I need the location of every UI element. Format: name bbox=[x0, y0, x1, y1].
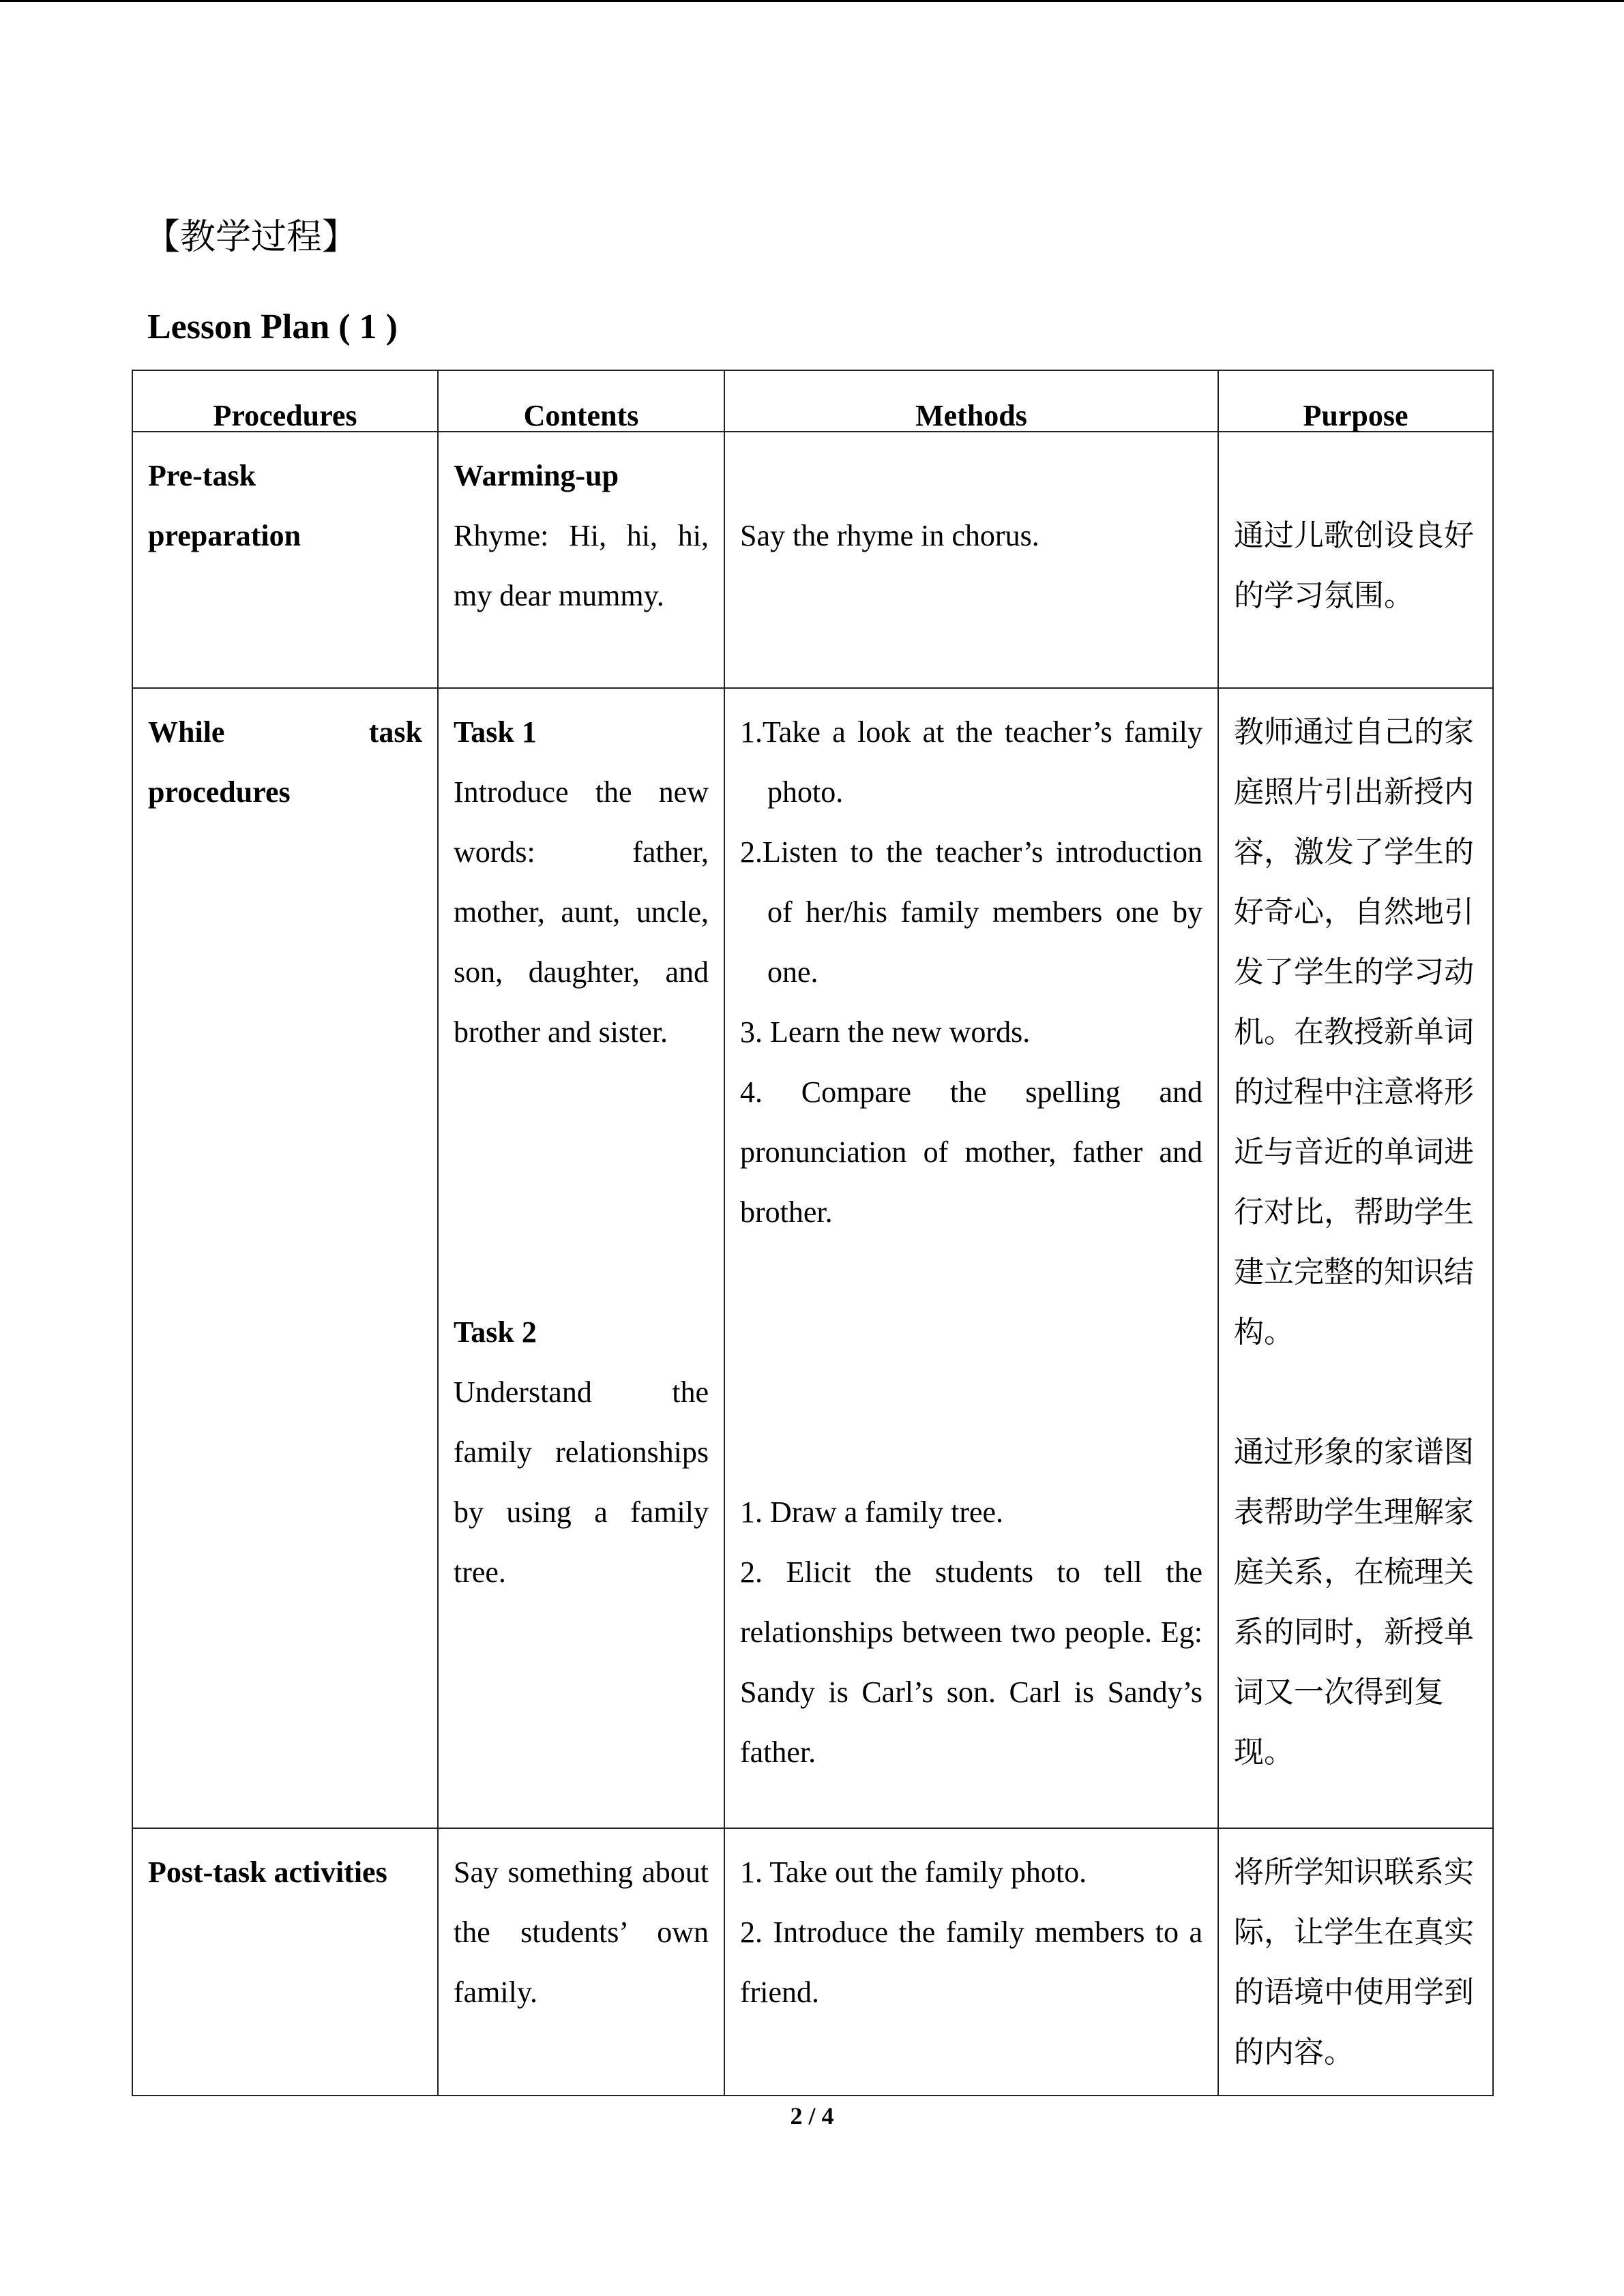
content-text: Say something about the students’ own family. bbox=[454, 1855, 709, 2009]
task1-purpose: 教师通过自己的家庭照片引出新授内容，激发了学生的好奇心，自然地引发了学生的学习动机。在教授新单词的过程中注意将形近与音近的单词进行对比，帮助学生建立完整的知识结构。 bbox=[1234, 715, 1474, 1350]
header-procedures: Procedures bbox=[132, 370, 438, 432]
task1-method-3: 3. Learn the new words. bbox=[740, 1015, 1031, 1049]
procedure-cell bbox=[133, 689, 437, 835]
procedure-text: While task procedures bbox=[148, 715, 422, 809]
header-methods: Methods bbox=[724, 370, 1218, 432]
table-row-while-task bbox=[132, 688, 1493, 1828]
post-method-2: 2. Introduce the family members to a friend. bbox=[740, 1915, 1202, 2009]
method-text: Say the rhyme in chorus. bbox=[740, 519, 1039, 552]
lesson-plan-title: Lesson Plan ( 1 ) bbox=[147, 308, 398, 346]
purpose-text: 将所学知识联系实际，让学生在真实的语境中使用学到的内容。 bbox=[1234, 1855, 1474, 2070]
lesson-plan-table bbox=[132, 370, 1494, 2096]
task2-method-2: 2. Elicit the students to tell the relationships between two people. Eg: Sandy is Carl’s son. Carl is Sandy’s father. bbox=[740, 1555, 1202, 1769]
header-contents: Contents bbox=[438, 370, 724, 432]
page-number: 2 / 4 bbox=[790, 2102, 834, 2130]
top-border-line bbox=[0, 0, 1624, 2]
content-text: Rhyme: Hi, hi, hi, my dear mummy. bbox=[454, 519, 709, 612]
task1-title: Task 1 bbox=[454, 715, 537, 749]
table-header-row bbox=[132, 370, 1493, 432]
task1-method-1: 1.Take a look at the teacher’s family photo. bbox=[740, 715, 1202, 809]
section-heading: 【教学过程】 bbox=[145, 217, 358, 258]
task2-text: Understand the family relationships by using a family tree. bbox=[454, 1375, 709, 1589]
header-purpose: Purpose bbox=[1218, 370, 1493, 432]
task1-method-4: 4. Compare the spelling and pronunciation of mother, father and brother. bbox=[740, 1075, 1202, 1229]
task2-method-1: 1. Draw a family tree. bbox=[740, 1495, 1004, 1529]
task1-text: Introduce the new words: father, mother, aunt, uncle, son, daughter, and brother and sister. bbox=[454, 775, 709, 1049]
table-row-post-task bbox=[132, 1828, 1493, 2096]
content-title: Warming-up bbox=[454, 459, 619, 492]
task1-method-2: 2.Listen to the teacher’s introduction of her/his family members one by one. bbox=[740, 835, 1202, 989]
procedure-cell: Pre-task preparation bbox=[148, 459, 301, 552]
table-row-pre-task bbox=[132, 432, 1493, 688]
task2-purpose: 通过形象的家谱图表帮助学生理解家庭关系，在梳理关系的同时，新授单词又一次得到复现。 bbox=[1234, 1435, 1474, 1770]
purpose-text: 通过儿歌创设良好的学习氛围。 bbox=[1234, 518, 1474, 613]
procedure-cell: Post-task activities bbox=[148, 1855, 387, 1889]
post-method-1: 1. Take out the family photo. bbox=[740, 1855, 1087, 1889]
task2-title: Task 2 bbox=[454, 1315, 537, 1349]
